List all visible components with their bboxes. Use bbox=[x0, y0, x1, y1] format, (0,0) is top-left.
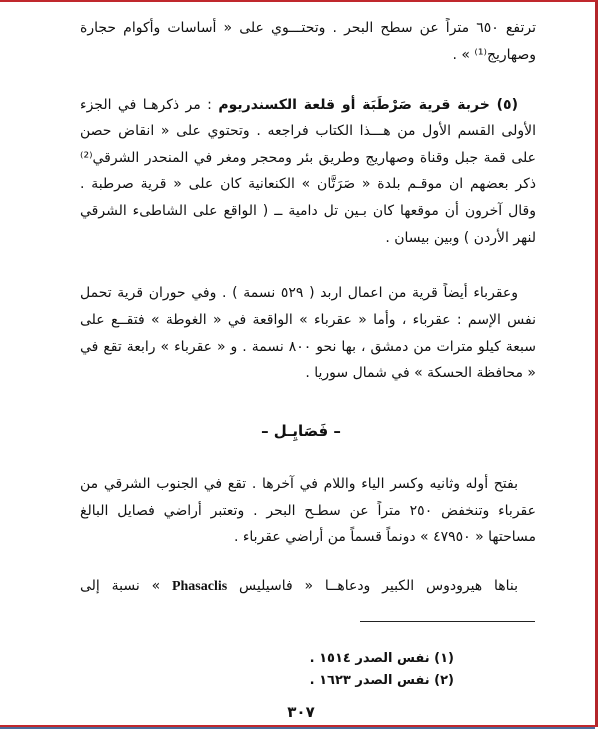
entry-heading: (٥) خربة قرية صَرْطَبَة أو قلعة الكسندريوم bbox=[218, 97, 518, 113]
text-span: بناها هيرودوس الكبير ودعاهــا « فاسيليس bbox=[239, 578, 518, 594]
text-line: لنهر الأردن ) وبين بيسان . bbox=[385, 230, 536, 246]
footnote-divider bbox=[360, 621, 535, 622]
text-line: وصهاريج⁽¹⁾ » . bbox=[452, 47, 536, 63]
text-line: « محافظة الحسكة » في شمال سوريا . bbox=[305, 365, 536, 381]
text-span: : مر ذكرهـا في الجزء bbox=[80, 97, 212, 113]
text-line: ترتفع ٦٥٠ متراً عن سطح البحر . وتحتـــوي على « أساسات وأكوام حجارة bbox=[80, 20, 536, 36]
text-line bbox=[80, 95, 518, 115]
text-line: ذكر بعضهم ان موقـم بلدة « صَرَتَّان » الكنعانية كان على « قرية صرطبة . bbox=[80, 176, 536, 192]
text-line: عقرباء وتنخفض ٢٥٠ متراً عن سطـح البحر . وتعتبر أراضي فصايل البالغ bbox=[80, 503, 536, 519]
text-line bbox=[80, 576, 518, 596]
footnote: (١) نفس الصدر ١٥١٤ . bbox=[309, 651, 454, 666]
text-line: الأولى القسم الأول من هـــذا الكتاب فراجعه . وتحتوي على « انقاض حصن bbox=[80, 123, 536, 139]
latin-word: Phasaclis bbox=[171, 579, 228, 594]
text-line: وقال آخرون أن موقعها كان بـين تل دامية ــ ( الواقع على الشاطىء الشرقي bbox=[80, 203, 536, 219]
text-line: على قمة جبل وقناة وصهاريج وطريق بئر ومحجر ومغر في المنحدر الشرقي⁽²⁾ bbox=[80, 150, 536, 166]
text-line: وعقرباء أيضاً قرية من اعمال اربد ( ٥٢٩ نسمة ) . وفي حوران قرية تحمل bbox=[80, 285, 518, 301]
text-line: مساحتها « ٤٧٩٥٠ » دونماً قسماً من أراضي عقرباء . bbox=[233, 529, 536, 545]
text-span: » نسبة إلى bbox=[80, 578, 161, 594]
text-line: سبعة كيلو مترات من دمشق ، بها نحو ٨٠٠ نسمة . و « عقرباء » رابعة تقع في bbox=[80, 339, 536, 355]
section-title: – فَصَايِـل – bbox=[261, 422, 341, 440]
page-number: ٣٠٧ bbox=[287, 703, 315, 721]
text-line: بفتح أوله وثانيه وكسر الياء واللام في آخرها . تقع في الجنوب الشرقي من bbox=[80, 476, 518, 492]
text-line: نفس الإسم : عقرباء ، وأما « عقرباء » الواقعة في « الغوطة » فتقــع على bbox=[80, 312, 536, 328]
footnote: (٢) نفس الصدر ١٦٢٣ . bbox=[309, 673, 454, 688]
